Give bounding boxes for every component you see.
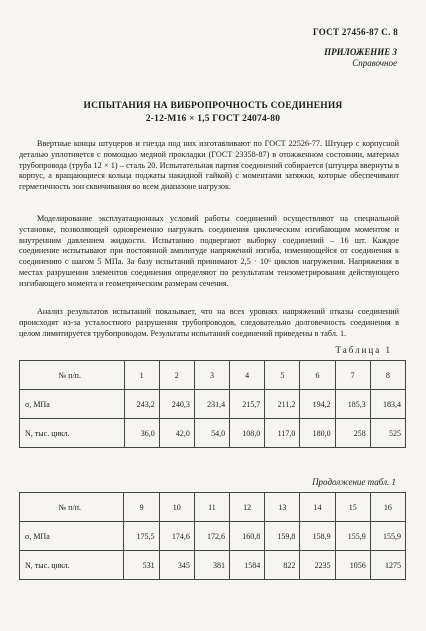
table-cell: 215,7 bbox=[230, 390, 265, 419]
table-cell: 185,3 bbox=[335, 390, 370, 419]
table-cell: 183,4 bbox=[370, 390, 405, 419]
table-cell: 158,9 bbox=[300, 522, 335, 551]
row-label-num: № п/п. bbox=[20, 493, 124, 522]
table-row-cycles bbox=[20, 419, 406, 448]
table-cell: 36,0 bbox=[124, 419, 159, 448]
appendix-subtitle: Справочное bbox=[352, 58, 397, 68]
paragraph-2-block bbox=[19, 214, 399, 290]
table-cell: 1584 bbox=[230, 551, 265, 580]
document-title bbox=[0, 100, 426, 125]
paragraph-1: Ввертные концы штуцеров и гнезда под них изготавливают по ГОСТ 22526-77. Штуцер с корпусной деталью уплотняется с помощью медной прокладки (ГОСТ 23358-87) в отожженном состоянии, материал трубопровода (труба 12 × 1) – сталь 20. Испытательная партия соединений собирается (штуцера ввернуты в корпус, а вращающиеся кольца поджаты накидной гайкой) с моментами затяжки, которые обеспечивают герметичность зон сквичивания во всем диапазоне нагрузок. bbox=[19, 139, 399, 192]
title-line-2: 2-12-М16 × 1,5 ГОСТ 24074-80 bbox=[145, 113, 281, 124]
table-row-cycles bbox=[20, 551, 406, 580]
row-label-sigma: σ, МПа bbox=[20, 522, 124, 551]
standard-header: ГОСТ 27456-87 С. 8 bbox=[312, 27, 398, 37]
row-label-num: № п/п. bbox=[20, 361, 125, 390]
row-label-cycles: N, тыс. цикл. bbox=[20, 551, 124, 580]
table-cell: 172,6 bbox=[194, 522, 229, 551]
table-cell: 160,8 bbox=[230, 522, 265, 551]
table-cell: 258 bbox=[335, 419, 370, 448]
table-cell: 155,9 bbox=[370, 522, 405, 551]
table-cell: 822 bbox=[265, 551, 300, 580]
title-line-1: ИСПЫТАНИЯ НА ВИБРОПРОЧНОСТЬ СОЕДИНЕНИЯ bbox=[83, 101, 343, 111]
row-label-sigma: σ, МПа bbox=[20, 390, 125, 419]
table-cell: 175,5 bbox=[124, 522, 159, 551]
results-table-2 bbox=[19, 492, 406, 580]
table-cell: 6 bbox=[300, 361, 335, 390]
paragraph-3: Анализ результатов испытаний показывает, что на всех уровнях напряжений отказы соединений происходят из-за усталостного разрушения трубопроводов, следовательно долговечность соединения в целом лимитируется трубопроводом. Результаты испытаний соединений приведены в табл. 1. bbox=[19, 307, 399, 338]
table-cell: 159,8 bbox=[265, 522, 300, 551]
table-cell: 1056 bbox=[335, 551, 370, 580]
table-cell: 12 bbox=[230, 493, 265, 522]
appendix-block bbox=[324, 47, 397, 69]
table-cell: 174,6 bbox=[159, 522, 194, 551]
table-cell: 243,2 bbox=[124, 390, 159, 419]
appendix-title: ПРИЛОЖЕНИЕ 3 bbox=[324, 47, 397, 57]
table-cell: 2235 bbox=[300, 551, 335, 580]
table-cell: 54,0 bbox=[194, 419, 229, 448]
table-cell: 8 bbox=[370, 361, 405, 390]
table-cell: 10 bbox=[159, 493, 194, 522]
table-cell: 194,2 bbox=[300, 390, 335, 419]
table-cell: 15 bbox=[335, 493, 370, 522]
table-cell: 231,4 bbox=[194, 390, 229, 419]
table-cell: 11 bbox=[194, 493, 229, 522]
table-cell: 16 bbox=[370, 493, 405, 522]
table-cell: 531 bbox=[124, 551, 159, 580]
table-cell: 155,9 bbox=[335, 522, 370, 551]
table-cell: 180,0 bbox=[300, 419, 335, 448]
table-cell: 2 bbox=[159, 361, 194, 390]
table-cell: 13 bbox=[265, 493, 300, 522]
table-row-sigma bbox=[20, 390, 406, 419]
table-cell: 525 bbox=[370, 419, 405, 448]
paragraph-2: Моделирование эксплуатационных условий работы соединений осуществляют на специальной установке, позволяющей одновременно нагружать соединения циклическим изгибающим моментом и внутренним давлением жидкости. Испытанию подвергают выборку соединений – 16 шт. Каждое соединение испытывают при постоянной амплитуде напряжений изгиба, изменяющейся от соединения к соединению с шагом 5 МПа. За базу испытаний принимают 2,5 · 10⁶ циклов нагружения. Напряжения в местах разрушения элементов соединения определяют по результатам тензометрирования действующего изгибающего момента и геометрическим размерам сечения. bbox=[19, 214, 399, 288]
table-cell: 108,0 bbox=[230, 419, 265, 448]
table-cell: 345 bbox=[159, 551, 194, 580]
table-cell: 3 bbox=[194, 361, 229, 390]
table-cell: 42,0 bbox=[159, 419, 194, 448]
table-continuation-caption: Продолжение табл. 1 bbox=[312, 477, 396, 487]
table-cell: 4 bbox=[230, 361, 265, 390]
table-cell: 5 bbox=[265, 361, 300, 390]
table-row-numbers bbox=[20, 493, 406, 522]
row-label-cycles: N, тыс. цикл. bbox=[20, 419, 125, 448]
paragraph-3-block bbox=[19, 307, 399, 339]
table-cell: 240,3 bbox=[159, 390, 194, 419]
table-cell: 381 bbox=[194, 551, 229, 580]
table-row-sigma bbox=[20, 522, 406, 551]
table-caption: Таблица 1 bbox=[335, 345, 392, 355]
paragraph-1-block bbox=[19, 139, 399, 193]
table-cell: 211,2 bbox=[265, 390, 300, 419]
table-cell: 1 bbox=[124, 361, 159, 390]
table-cell: 1275 bbox=[370, 551, 405, 580]
table-cell: 14 bbox=[300, 493, 335, 522]
table-cell: 117,0 bbox=[265, 419, 300, 448]
table-cell: 9 bbox=[124, 493, 159, 522]
table-cell: 7 bbox=[335, 361, 370, 390]
results-table-1 bbox=[19, 360, 406, 448]
table-row-numbers bbox=[20, 361, 406, 390]
